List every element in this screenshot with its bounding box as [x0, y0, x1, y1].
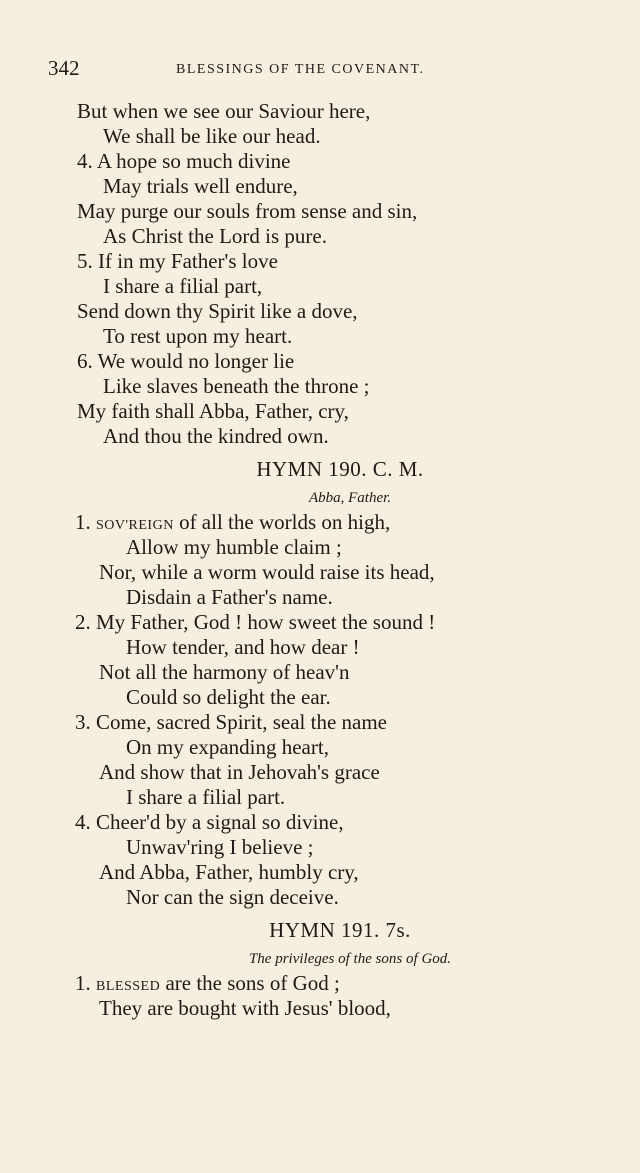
verse-line: 2. My Father, God ! how sweet the sound ! — [75, 610, 436, 634]
verse-line: On my expanding heart, — [126, 735, 329, 759]
verse-line: To rest upon my heart. — [103, 324, 293, 348]
page-content — [0, 99, 640, 1021]
verse-line: Not all the harmony of heav'n — [99, 660, 350, 684]
verse-line: Send down thy Spirit like a dove, — [77, 299, 358, 323]
verse-text: are the sons of God ; — [160, 971, 340, 995]
verse-number: 1. — [75, 510, 91, 534]
verse-line: I share a filial part, — [103, 274, 263, 298]
verse-text: of all the worlds on high, — [173, 510, 391, 534]
verse-line: Disdain a Father's name. — [126, 585, 333, 609]
verse-line: Unwav'ring I believe ; — [126, 835, 314, 859]
hymn-title: HYMN 190. C. M. — [256, 457, 424, 481]
hymn-title: HYMN 191. 7s. — [269, 918, 411, 942]
verse-line: Could so delight the ear. — [126, 685, 331, 709]
page-number: 342 — [48, 56, 80, 80]
verse-line: They are bought with Jesus' blood, — [99, 996, 391, 1020]
verse-line: But when we see our Saviour here, — [77, 99, 371, 123]
verse-line: We shall be like our head. — [103, 124, 321, 148]
page-header — [48, 56, 608, 84]
verse-line: Nor can the sign deceive. — [126, 885, 339, 909]
verse-line — [0, 510, 640, 535]
verse-line: And show that in Jehovah's grace — [99, 760, 380, 784]
verse-line: Allow my humble claim ; — [126, 535, 342, 559]
verse-line — [0, 971, 640, 996]
small-caps-word: SOV'REIGN — [96, 518, 174, 533]
verse-line: May trials well endure, — [103, 174, 298, 198]
verse-line: May purge our souls from sense and sin, — [77, 199, 418, 223]
verse-line: As Christ the Lord is pure. — [103, 224, 327, 248]
verse-line: And Abba, Father, humbly cry, — [99, 860, 359, 884]
verse-line: My faith shall Abba, Father, cry, — [77, 399, 349, 423]
running-title: BLESSINGS OF THE COVENANT. — [176, 62, 425, 77]
verse-line: 4. Cheer'd by a signal so divine, — [75, 810, 344, 834]
verse-number: 1. — [75, 971, 91, 995]
hymn-subtitle: Abba, Father. — [308, 490, 392, 506]
verse-line: Nor, while a worm would raise its head, — [99, 560, 435, 584]
verse-line: And thou the kindred own. — [103, 424, 329, 448]
verse-line: 4. A hope so much divine — [77, 149, 291, 173]
verse-line: 5. If in my Father's love — [77, 249, 278, 273]
hymn-subtitle: The privileges of the sons of God. — [248, 951, 452, 967]
verse-line: 3. Come, sacred Spirit, seal the name — [75, 710, 387, 734]
verse-line: Like slaves beneath the throne ; — [103, 374, 370, 398]
verse-line: How tender, and how dear ! — [126, 635, 360, 659]
verse-line: I share a filial part. — [126, 785, 286, 809]
verse-line: 6. We would no longer lie — [77, 349, 295, 373]
small-caps-word: BLESSED — [96, 979, 161, 994]
